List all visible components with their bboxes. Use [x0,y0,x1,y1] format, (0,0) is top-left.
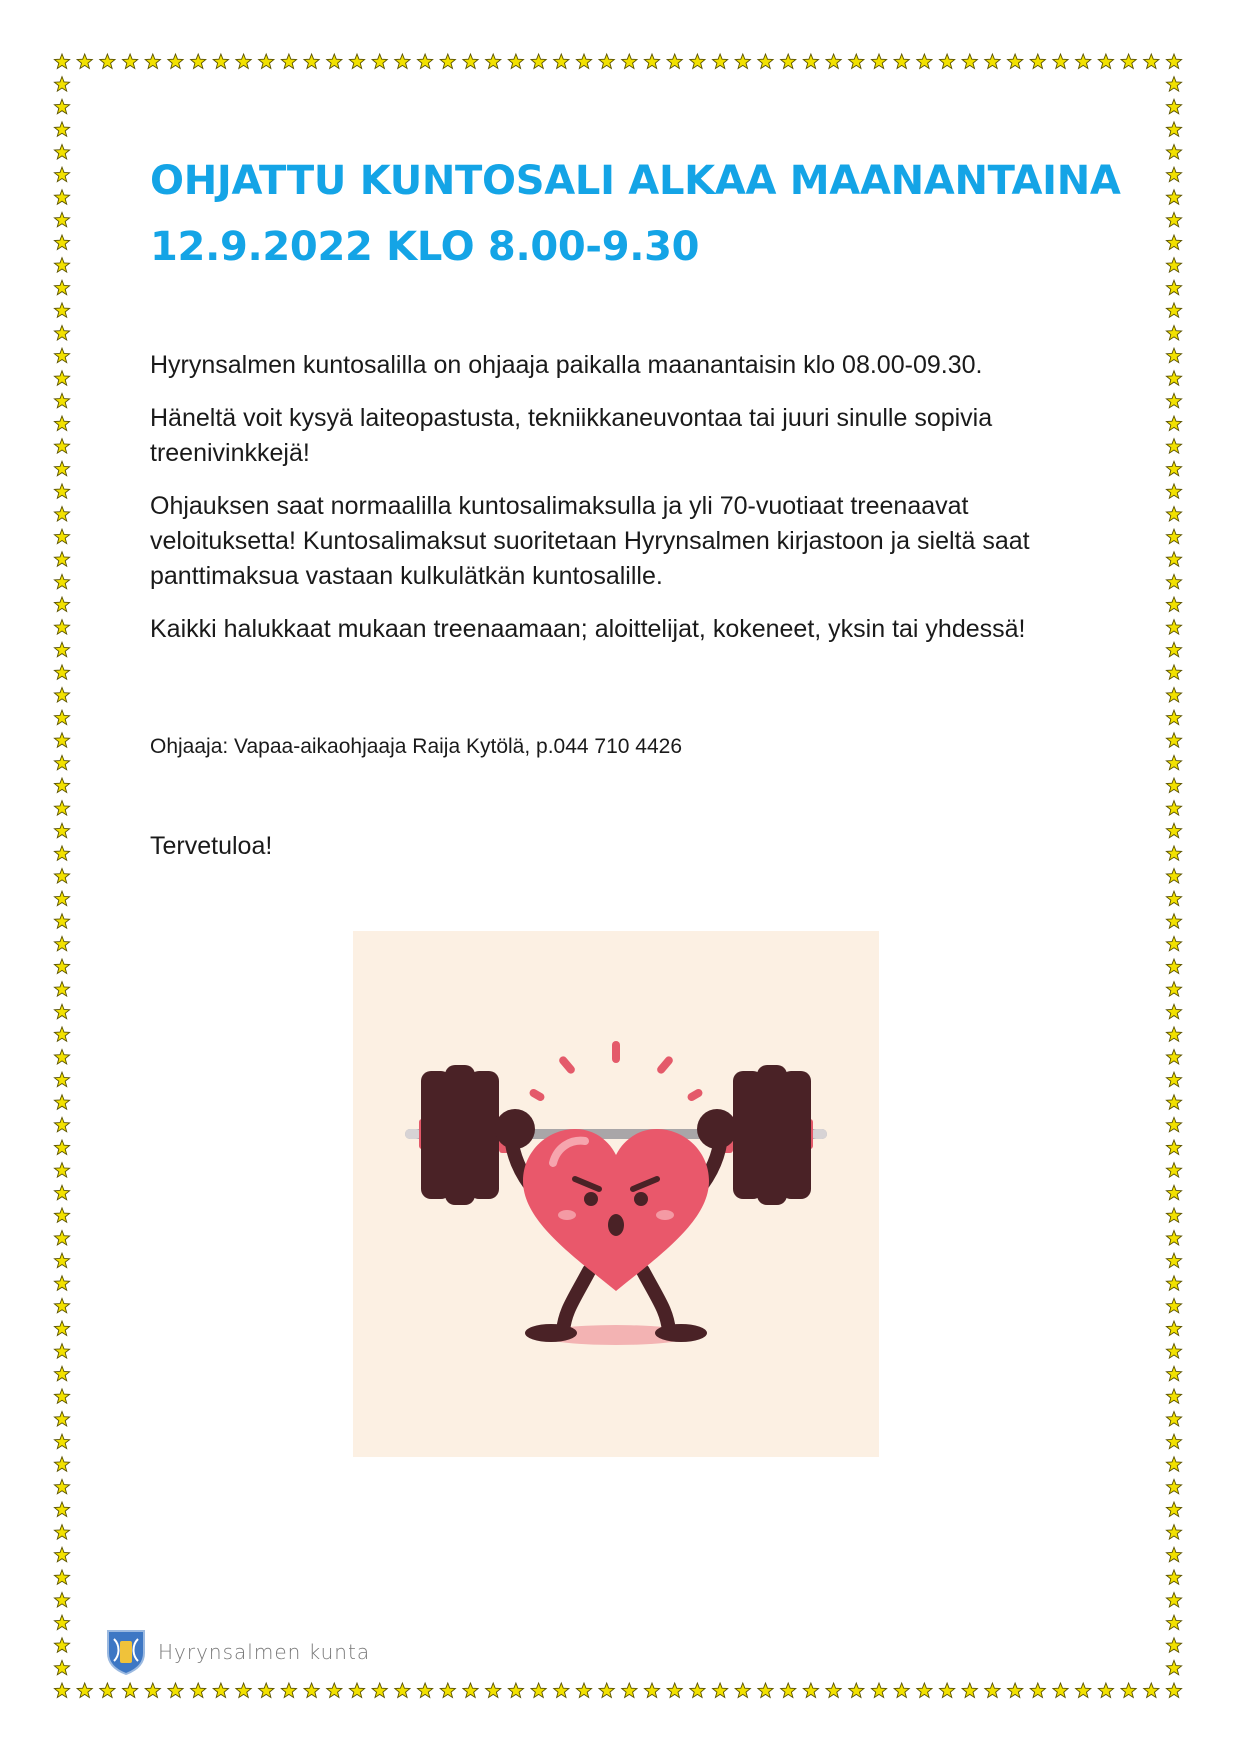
star-icon [1166,439,1181,454]
star-icon [259,1683,274,1698]
star-icon [599,54,614,69]
star-icon [259,54,274,69]
body-text [150,348,1090,665]
star-icon [1166,846,1181,860]
star-icon [327,54,342,69]
star-icon [54,326,69,341]
paragraph-2: Häneltä voit kysyä laiteopastusta, tekniikkaneuvontaa tai juuri sinulle sopivia treenivinkkejä! [150,404,993,467]
star-icon [531,1683,546,1698]
star-icon [54,1547,69,1561]
heart-weightlifter-icon [353,931,879,1457]
star-icon [1166,552,1181,566]
star-icon [1166,461,1181,475]
star-icon [1166,1547,1181,1561]
star-icon [372,1683,387,1698]
star-icon [54,1185,69,1199]
star-icon [54,484,69,498]
star-icon [100,54,115,69]
star-icon [1144,54,1159,69]
star-icon [54,439,69,454]
star-icon [486,1683,501,1698]
paragraph-3: Ohjauksen saat normaalilla kuntosalimaksulla ja yli 70-vuotiaat treenaavat veloituksetta! Kuntosalimaksut suoritetaan Hyrynsalmen kirjastoon ja sieltä saat panttimaksua vastaan kulkulätkän kuntosalille. [150,492,1030,590]
star-icon [54,688,69,703]
star-icon [554,54,569,69]
star-icon [1166,1185,1181,1199]
star-icon [440,1683,455,1698]
star-icon [1166,190,1181,204]
star-icon [985,54,1000,69]
star-icon [54,1095,69,1109]
star-icon [54,959,69,974]
star-icon [803,1683,818,1698]
star-icon [54,1050,69,1065]
star-icon [576,1683,591,1698]
star-icon [54,1253,69,1268]
star-icon [54,1163,69,1178]
star-icon [54,665,69,679]
star-icon [1166,1525,1181,1540]
star-icon [1053,1683,1068,1698]
star-icon [1166,688,1181,703]
star-icon [1166,710,1181,725]
star-icon [77,54,92,69]
star-icon [54,552,69,566]
star-icon [1166,212,1181,226]
star-icon [508,54,523,69]
star-icon [1166,755,1181,769]
star-icon [54,529,69,544]
star-icon [54,778,69,793]
star-icon [54,1434,69,1449]
star-icon [349,1683,364,1698]
star-icon [168,1683,183,1698]
star-icon [1166,936,1181,950]
star-icon [304,1683,319,1698]
star-icon [1166,1502,1181,1517]
star-icon [1166,258,1181,273]
star-icon [1166,1344,1181,1359]
star-icon [1166,1570,1181,1584]
logo-text: Hyrynsalmen kunta [158,1640,371,1664]
star-icon [54,823,69,837]
star-icon [54,99,69,113]
star-icon [1166,1095,1181,1109]
star-icon [781,54,796,69]
star-icon [1166,371,1181,385]
star-icon [123,1683,138,1698]
paragraph-1: Hyrynsalmen kuntosalilla on ohjaaja paikalla maanantaisin klo 08.00-09.30. [150,351,983,379]
star-icon [440,54,455,69]
star-icon [1166,326,1181,341]
star-icon [1166,99,1181,113]
star-icon [826,54,841,69]
star-icon [54,1389,69,1403]
star-icon [54,710,69,725]
star-icon [54,461,69,475]
star-icon [1166,778,1181,793]
star-icon [54,1660,69,1674]
star-icon [1166,303,1181,317]
star-icon [849,1683,864,1698]
star-icon [1098,54,1113,69]
star-icon [940,1683,955,1698]
star-icon [871,1683,886,1698]
star-icon [1030,54,1045,69]
star-icon [54,1344,69,1359]
star-icon [54,280,69,294]
star-icon [54,1683,69,1698]
star-icon [54,1072,69,1087]
star-icon [100,1683,115,1698]
star-icon [54,1276,69,1290]
star-icon [1076,54,1091,69]
star-icon [54,914,69,928]
star-icon [1166,167,1181,182]
star-icon [1166,1050,1181,1065]
star-icon [1030,1683,1045,1698]
star-icon [54,574,69,588]
contact-info: Ohjaaja: Vapaa-aikaohjaaja Raija Kytölä, p.044 710 4426 [150,735,682,758]
star-icon [54,597,69,612]
star-icon [690,54,705,69]
star-icon [1008,1683,1023,1698]
star-icon [463,1683,478,1698]
star-icon [145,1683,160,1698]
star-icon [735,54,750,69]
welcome-text: Tervetuloa! [150,832,273,860]
star-icon [1166,54,1181,69]
title-line-1: OHJATTU KUNTOSALI ALKAA MAANANTAINA [150,158,1121,204]
star-icon [54,190,69,204]
star-icon [1166,665,1181,679]
star-icon [758,1683,773,1698]
star-icon [917,1683,932,1698]
star-icon [486,54,501,69]
star-icon [54,1615,69,1630]
star-icon [54,1366,69,1380]
star-icon [1166,642,1181,656]
star-icon [1121,54,1136,69]
star-icon [1166,122,1181,136]
star-icon [54,620,69,635]
star-icon [1166,823,1181,837]
star-icon [531,54,546,69]
star-icon [349,54,364,69]
star-icon [54,371,69,385]
star-icon [123,54,138,69]
star-icon [54,642,69,656]
star-icon [213,1683,228,1698]
star-icon [1166,1117,1181,1131]
star-icon [1121,1683,1136,1698]
star-icon [894,1683,909,1698]
star-icon [54,167,69,182]
star-icon [1166,1638,1181,1652]
star-icon [962,54,977,69]
star-icon [54,1004,69,1018]
star-icon [54,1321,69,1336]
star-icon [1166,733,1181,747]
star-icon [1166,891,1181,906]
star-icon [54,54,69,69]
star-icon [54,755,69,769]
star-icon [1166,1593,1181,1608]
star-icon [54,416,69,431]
star-icon [463,54,478,69]
star-icon [54,235,69,250]
municipality-logo [106,1629,370,1675]
star-icon [1166,484,1181,498]
star-icon [576,54,591,69]
star-icon [418,1683,433,1698]
star-icon [191,54,206,69]
star-icon [599,1683,614,1698]
star-icon [1166,507,1181,522]
star-icon [1166,145,1181,160]
star-icon [54,733,69,747]
star-icon [758,54,773,69]
star-icon [54,846,69,860]
star-icon [77,1683,92,1698]
star-icon [54,1479,69,1493]
star-icon [554,1683,569,1698]
star-icon [894,54,909,69]
star-icon [1166,280,1181,294]
star-icon [1166,1660,1181,1674]
star-icon [1166,348,1181,363]
star-icon [1166,982,1181,997]
star-icon [622,54,637,69]
star-icon [395,1683,410,1698]
star-icon [236,1683,251,1698]
star-icon [54,507,69,522]
star-icon [54,1570,69,1584]
page-title [150,148,1121,280]
star-icon [1166,597,1181,612]
star-icon [985,1683,1000,1698]
star-icon [1166,1163,1181,1178]
star-icon [1166,1253,1181,1268]
star-icon [418,54,433,69]
star-icon [1166,574,1181,588]
star-icon [1166,1004,1181,1018]
star-icon [962,1683,977,1698]
star-icon [1166,959,1181,974]
star-icon [281,1683,296,1698]
star-icon [372,54,387,69]
star-icon [54,1298,69,1312]
star-icon [1166,416,1181,431]
star-icon [54,1502,69,1517]
star-icon [54,1117,69,1131]
star-icon [849,54,864,69]
star-icon [54,145,69,160]
star-icon [191,1683,206,1698]
star-icon [304,54,319,69]
star-icon [803,54,818,69]
star-icon [508,1683,523,1698]
star-icon [917,54,932,69]
star-icon [1144,1683,1159,1698]
star-icon [622,1683,637,1698]
star-icon [1166,77,1181,92]
star-icon [1166,1276,1181,1290]
star-icon [1166,914,1181,928]
star-icon [54,982,69,997]
star-icon [1166,1298,1181,1312]
star-icon [54,1525,69,1540]
star-icon [54,393,69,407]
star-icon [54,348,69,363]
star-icon [54,212,69,226]
star-icon [1166,235,1181,250]
star-icon [54,1412,69,1427]
star-icon [1166,1389,1181,1403]
star-icon [1166,393,1181,407]
star-icon [395,54,410,69]
star-icon [54,1638,69,1652]
star-icon [1166,1027,1181,1041]
star-icon [54,258,69,273]
star-icon [940,54,955,69]
star-icon [54,891,69,906]
star-icon [54,1027,69,1041]
star-icon [871,54,886,69]
star-icon [1166,1457,1181,1471]
star-icon [281,54,296,69]
star-icon [1166,1321,1181,1336]
star-icon [644,54,659,69]
star-icon [54,1231,69,1246]
star-icon [644,1683,659,1698]
star-icon [1166,1434,1181,1449]
star-icon [54,77,69,92]
star-icon [1053,54,1068,69]
star-icon [145,54,160,69]
star-icon [1166,1366,1181,1380]
star-icon [667,1683,682,1698]
star-icon [54,1593,69,1608]
municipal-coat-of-arms-icon [106,1629,146,1675]
star-icon [54,122,69,136]
star-icon [54,869,69,884]
star-icon [1166,1140,1181,1155]
star-icon [1098,1683,1113,1698]
star-icon [735,1683,750,1698]
star-icon [713,54,728,69]
star-icon [54,303,69,317]
star-icon [54,936,69,950]
star-icon [54,801,69,816]
star-icon [54,1208,69,1222]
star-icon [713,1683,728,1698]
star-icon [1166,1412,1181,1427]
star-icon [327,1683,342,1698]
star-icon [1166,1683,1181,1698]
star-icon [1076,1683,1091,1698]
star-icon [1166,1231,1181,1246]
star-icon [54,1457,69,1471]
star-icon [1166,1072,1181,1087]
paragraph-4: Kaikki halukkaat mukaan treenaamaan; aloittelijat, kokeneet, yksin tai yhdessä! [150,615,1026,643]
heart-weightlifter-illustration [353,931,879,1457]
star-icon [1166,1479,1181,1493]
title-line-2: 12.9.2022 KLO 8.00-9.30 [150,224,700,270]
star-icon [1166,1615,1181,1630]
star-icon [1166,620,1181,635]
star-icon [1008,54,1023,69]
star-icon [690,1683,705,1698]
star-icon [1166,529,1181,544]
star-icon [1166,801,1181,816]
star-icon [236,54,251,69]
star-icon [213,54,228,69]
star-icon [1166,869,1181,884]
star-icon [54,1140,69,1155]
star-icon [781,1683,796,1698]
star-icon [1166,1208,1181,1222]
star-icon [826,1683,841,1698]
star-icon [667,54,682,69]
star-icon [168,54,183,69]
